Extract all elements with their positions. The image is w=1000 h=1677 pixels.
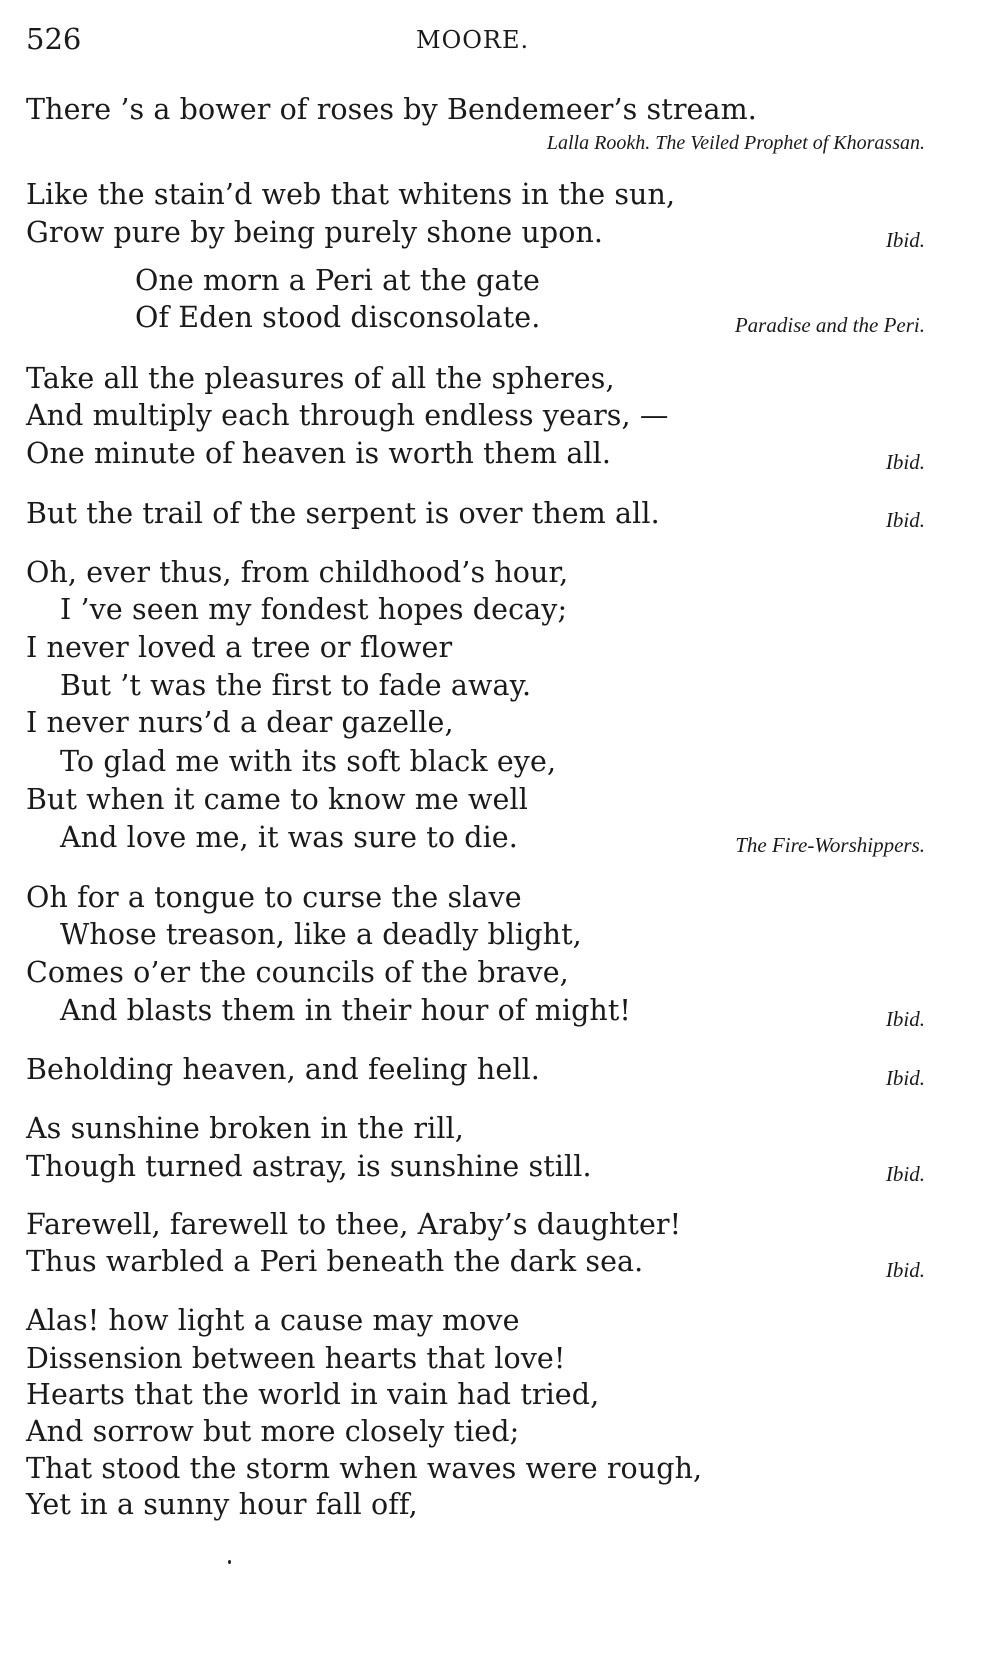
quote-line: Grow pure by being purely shone upon. [26, 216, 604, 249]
quote-attribution: Ibid. [885, 1007, 925, 1031]
quote-line: One minute of heaven is worth them all. [26, 437, 612, 470]
quote-line: But the trail of the serpent is over them all. [26, 497, 660, 530]
quote-line: But ’t was the first to fade away. [60, 669, 532, 702]
quote-line: I ’ve seen my fondest hopes decay; [60, 593, 568, 626]
running-head: MOORE. [416, 26, 530, 54]
quote-attribution: Paradise and the Peri. [734, 313, 925, 337]
quote-line: I never nurs’d a dear gazelle, [26, 706, 454, 739]
page-number: 526 [26, 22, 82, 56]
quote-line: Oh, ever thus, from childhood’s hour, [26, 556, 569, 589]
quote-line: Farewell, farewell to thee, Araby’s daughter! [26, 1208, 682, 1241]
quote-line: I never loved a tree or flower [26, 631, 453, 664]
quote-line: Of Eden stood disconsolate. [135, 301, 541, 334]
quote-line: Yet in a sunny hour fall off, [26, 1488, 418, 1521]
page-header [26, 22, 926, 62]
quote-line: And multiply each through endless years, — [26, 399, 669, 432]
quote-line: One morn a Peri at the gate [135, 264, 540, 297]
quote-attribution: Lalla Rookh. The Veiled Prophet of Khorassan. [546, 132, 925, 154]
quote-line: Whose treason, like a deadly blight, [60, 918, 582, 951]
quote-attribution: Ibid. [885, 450, 925, 474]
quote-line: That stood the storm when waves were rough, [26, 1452, 703, 1485]
quote-attribution: Ibid. [885, 508, 925, 532]
quote-line: Take all the pleasures of all the spheres, [26, 362, 615, 395]
quote-line: Hearts that the world in vain had tried, [26, 1378, 600, 1411]
quote-line: But when it came to know me well [26, 783, 528, 816]
quote-attribution: Ibid. [885, 1162, 925, 1186]
quote-line: And blasts them in their hour of might! [60, 994, 631, 1027]
quote-line: Comes o’er the councils of the brave, [26, 956, 569, 989]
quote-line: Thus warbled a Peri beneath the dark sea. [26, 1245, 644, 1278]
quote-line: To glad me with its soft black eye, [60, 745, 557, 778]
quote-line: Like the stain’d web that whitens in the sun, [26, 178, 676, 211]
quote-line: Beholding heaven, and feeling hell. [26, 1053, 540, 1086]
quote-line: And love me, it was sure to die. [60, 821, 518, 854]
quote-line: Though turned astray, is sunshine still. [26, 1150, 592, 1183]
quote-attribution: Ibid. [885, 1258, 925, 1282]
quote-line: Oh for a tongue to curse the slave [26, 881, 522, 914]
quote-attribution: Ibid. [885, 1066, 925, 1090]
quote-line: Dissension between hearts that love! [26, 1342, 566, 1375]
quote-line: As sunshine broken in the rill, [26, 1112, 464, 1145]
quote-line: And sorrow but more closely tied; [26, 1415, 520, 1448]
ink-speck [228, 1560, 231, 1564]
quote-attribution: The Fire-Worshippers. [735, 833, 925, 857]
quote-attribution: Ibid. [885, 228, 925, 252]
quote-line: Alas! how light a cause may move [26, 1304, 520, 1337]
quote-line: There ’s a bower of roses by Bendemeer’s stream. [26, 93, 757, 126]
